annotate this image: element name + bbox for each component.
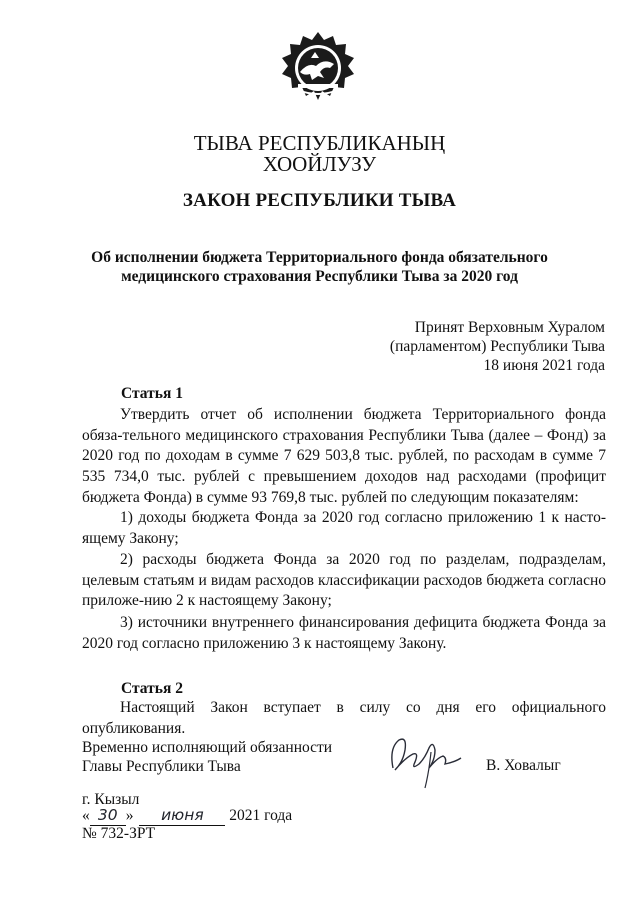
adoption-date: 18 июня 2021 года <box>483 357 605 374</box>
adoption-line1: Принят Верховным Хуралом <box>414 319 605 336</box>
date-quote-open: « <box>82 807 90 824</box>
article1-paragraph1: Утвердить отчет об исполнении бюджета Территориального фонда обяза-тельного медицинского страхования Республики Тыва (далее – Фонд) за 2020 год по доходам в сумме 7 629 503,8 тыс. рублей, по расходам в сумме 7 535 734,0 тыс. рублей с превышением доходов над расходами (профицит бюджета Фонда) в сумме 93 769,8 тыс. рублей по следующим показателям: <box>82 406 606 506</box>
footer-date <box>82 806 292 826</box>
article2-heading: Статья 2 <box>121 680 183 697</box>
republic-title-line1: ТЫВА РЕСПУБЛИКАНЫҢ <box>193 131 446 155</box>
date-day-handwritten: 30 <box>97 806 118 824</box>
article1-paragraph3: 2) расходы бюджета Фонда за 2020 год по разделам, подразделам, целевым статьям и видам расходов классификации расходов бюджета согласно приложе-нию 2 к настоящему Закону; <box>82 551 606 610</box>
adoption-line2: (парламентом) Республики Тыва <box>389 338 605 355</box>
date-month-handwritten: июня <box>161 806 204 824</box>
date-quote-close: » <box>125 807 134 824</box>
date-month-field <box>139 806 225 826</box>
handwritten-signature <box>385 728 465 790</box>
signatory-position <box>82 738 332 776</box>
article1-heading: Статья 1 <box>121 385 183 402</box>
article2-paragraph1: Настоящий Закон вступает в силу со дня его официального опубликования. <box>82 699 606 737</box>
date-day-field <box>90 806 126 826</box>
state-emblem-icon <box>278 28 358 108</box>
article1-paragraph4: 3) источники внутреннего финансирования дефицита бюджета Фонда за 2020 год согласно приложению 3 к настоящему Закону. <box>82 614 606 652</box>
footer-city: г. Кызыл <box>82 791 140 808</box>
law-subject <box>0 248 639 286</box>
law-number: № 732-ЗРТ <box>82 825 156 842</box>
law-title: ЗАКОН РЕСПУБЛИКИ ТЫВА <box>182 190 457 211</box>
article1-paragraph2: 1) доходы бюджета Фонда за 2020 год согласно приложению 1 к насто-ящему Закону; <box>82 509 606 547</box>
date-year: 2021 года <box>229 807 293 824</box>
signatory-name: В. Ховалыг <box>486 757 561 774</box>
republic-title-line2: ХООЙЛУЗУ <box>262 152 377 176</box>
adoption-info <box>300 318 605 375</box>
law-subject-line2: медицинского страхования Республики Тыва за 2020 год <box>121 268 518 285</box>
signatory-position-line2: Главы Республики Тыва <box>82 758 241 775</box>
signatory-position-line1: Временно исполняющий обязанности <box>82 739 333 756</box>
law-subject-line1: Об исполнении бюджета Территориального фонда обязательного <box>91 249 548 266</box>
